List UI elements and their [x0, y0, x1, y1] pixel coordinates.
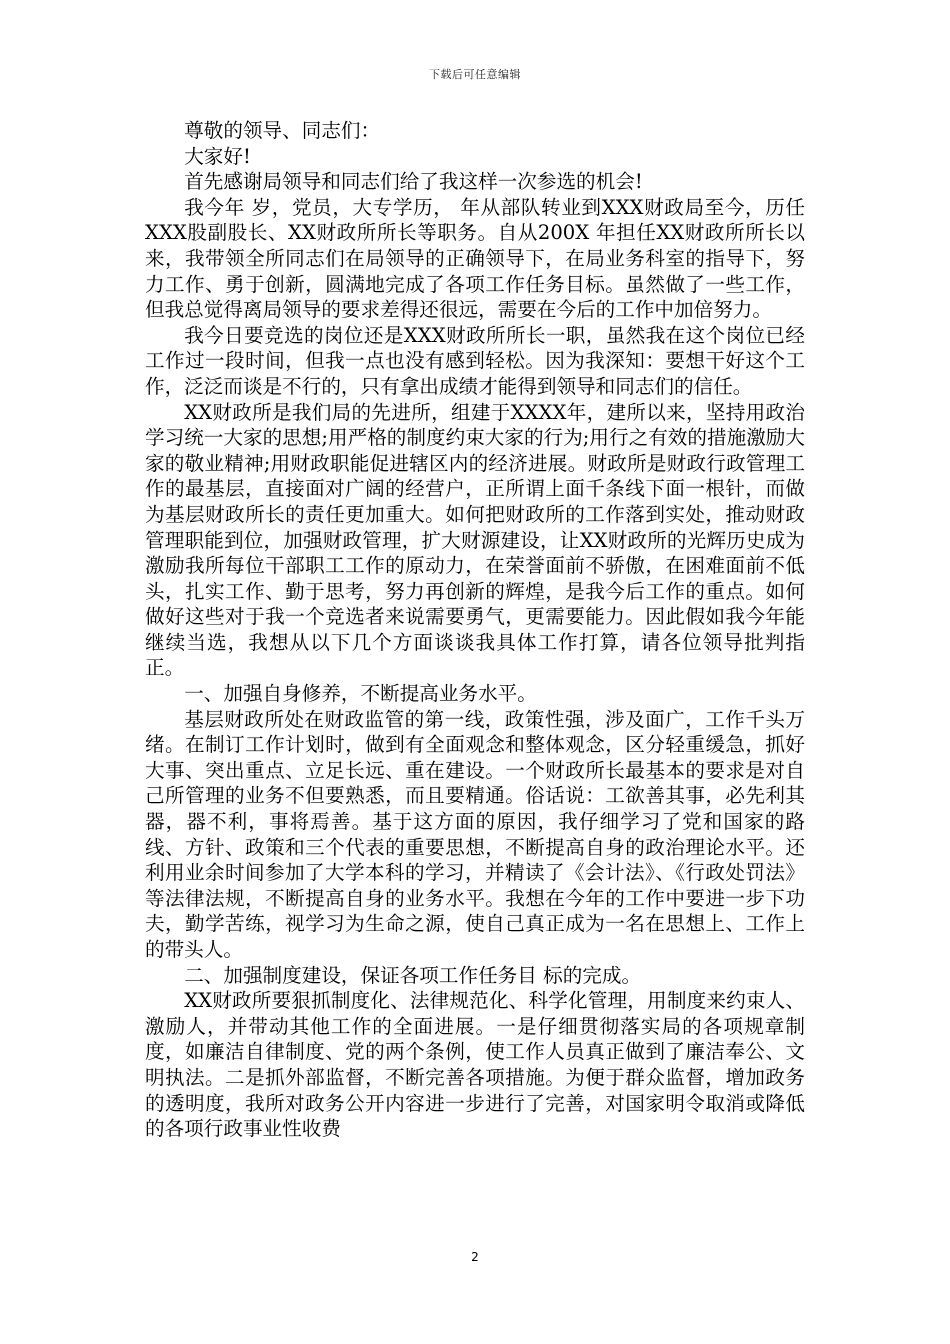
salutation: 尊敬的领导、同志们：: [184, 119, 381, 142]
section-2-paragraph: XX财政所要狠抓制度化、法律规范化、科学化管理，用制度来约束人、激励人，并带动其他工作的全面进展。一是仔细贯彻落实局的各项规章制度，如廉洁自律制度、党的两个条例，使工作人员真正做到了廉洁奉公、文明执法。二是抓外部监督，不断完善各项措施。为便于群众监督，增加政务的透明度，我所对政务公开内容进一步进行了完善，对国家明令取消或降低的各项行政事业性收费: [145, 989, 805, 1141]
self-introduction-paragraph: 我今年 岁，党员，大专学历， 年从部队转业到XXX财政局至今，历任XXX股副股长、XX财政所所长等职务。自从200X 年担任XX财政所所长以来，我带领全所同志们在局领导的正确领导下，在局业务科室的指导下，努力工作、勇于创新，圆满地完成了各项工作任务目标。虽然做了一些工作，但我总觉得离局领导的要求差得还很远，需要在今后的工作中加倍努力。: [145, 195, 805, 322]
position-paragraph: 我今日要竞选的岗位还是XXX财政所所长一职，虽然我在这个岗位已经工作过一段时间，但我一点也没有感到轻松。因为我深知：要想干好这个工作，泛泛而谈是不行的，只有拿出成绩才能得到领导和同志们的信任。: [145, 323, 805, 398]
page-number: 2: [471, 1250, 479, 1264]
section-heading-1: 一、加强自身修养，不断提高业务水平。: [184, 682, 537, 706]
office-overview-paragraph: XX财政所是我们局的先进所，组建于XXXX年，建所以来，坚持用政治学习统一大家的思想;用严格的制度约束大家的行为;用行之有效的措施激励大家的敬业精神;用财政职能促进辖区内的经济进展。财政所是财政行政管理工作的最基层，直接面对广阔的经营户，正所谓上面千条线下面一根针，而做为基层财政所长的责任更加重大。如何把财政所的工作落到实处，推动财政管理职能到位，加强财政管理，扩大财源建设，让XX财政所的光辉历史成为激励我所每位干部职工工作的原动力，在荣誉面前不骄傲，在困难面前不低头，扎实工作、勤于思考，努力再创新的辉煌，是我今后工作的重点。如何做好这些对于我一个竞选者来说需要勇气，更需要能力。因此假如我今年能继续当选，我想从以下几个方面谈谈我具体工作打算，请各位领导批判指正。: [145, 400, 805, 680]
greeting: 大家好!: [184, 144, 251, 168]
section-1-paragraph: 基层财政所处在财政监管的第一线，政策性强，涉及面广，工作千头万绪。在制订工作计划时，做到有全面观念和整体观念，区分轻重缓急，抓好大事、突出重点、立足长远、重在建设。一个财政所长最基本的要求是对自己所管理的业务不但要熟悉，而且要精通。俗话说：工欲善其事，必先利其器，器不利，事将焉善。基于这方面的原因，我仔细学习了党和国家的路线、方针、政策和三个代表的重要思想，不断提高自身的政治理论水平。还利用业余时间参加了大学本科的学习，并精读了《会计法》、《行政处罚法》等法律法规，不断提高自身的业务水平。我想在今年的工作中要进一步下功夫，勤学苦练，视学习为生命之源，使自己真正成为一名在思想上、工作上的带头人。: [145, 707, 805, 961]
document-body: [145, 118, 805, 1142]
section-heading-2: 二、加强制度建设，保证各项工作任务目 标的完成。: [184, 963, 642, 987]
header-note: 下载后可任意编辑: [429, 68, 521, 81]
thanks-paragraph: 首先感谢局领导和同志们给了我这样一次参选的机会!: [184, 170, 643, 194]
